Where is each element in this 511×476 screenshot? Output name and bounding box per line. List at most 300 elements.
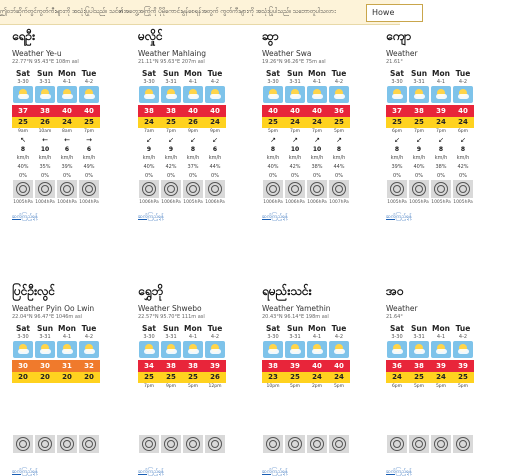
forecast-grid	[262, 324, 350, 463]
location-label: Weather Yamethin	[262, 304, 331, 313]
location-label: Weather Shwebo	[138, 304, 202, 313]
city-title[interactable]: ရမည်းသင်း	[262, 284, 312, 298]
pressure: 1004hPa	[35, 200, 55, 205]
max-temp: 37	[386, 105, 408, 117]
pressure-gauge-icon	[205, 180, 225, 198]
wind-unit	[262, 409, 284, 418]
day-date: 4-2	[210, 334, 220, 340]
wind-speed	[56, 400, 78, 409]
pressure-gauge-icon	[453, 435, 473, 453]
humidity	[56, 418, 78, 427]
pressure-gauge-icon	[57, 435, 77, 453]
min-temp: 20	[78, 372, 100, 383]
wind-speed: 10	[40, 146, 50, 153]
wind-unit: km/h	[434, 155, 448, 161]
sun-time	[12, 383, 34, 391]
day-name: Tue	[207, 69, 223, 78]
precipitation: 0%	[393, 173, 401, 179]
partly-cloudy-icon	[57, 341, 77, 358]
precipitation: 0%	[459, 173, 467, 179]
more-link[interactable]: ဆက်ကြည့်ရန်	[138, 214, 164, 220]
wind-direction-icon	[328, 391, 350, 400]
min-temp: 25	[138, 372, 160, 383]
day-date: 3-31	[413, 334, 425, 340]
sun-time: 7pm	[83, 129, 95, 134]
wind-speed: 9	[416, 146, 422, 153]
max-temp: 40	[284, 105, 306, 117]
forecast-grid	[386, 324, 474, 463]
max-temp: 39	[452, 360, 474, 372]
pressure-gauge-icon	[285, 180, 305, 198]
wind-unit	[34, 409, 56, 418]
day-date: 3-31	[413, 79, 425, 85]
pressure: 1006hPa	[285, 200, 305, 205]
city-title[interactable]: မလှိုင်	[138, 29, 163, 43]
day-date: 4-2	[84, 334, 94, 340]
wind-direction-icon: ↙	[212, 136, 218, 144]
max-temp: 40	[204, 105, 226, 117]
day-name: Tue	[207, 324, 223, 333]
forecast-card	[386, 283, 511, 476]
sun-time: 7pm	[143, 384, 155, 389]
min-temp: 24	[306, 117, 328, 128]
precipitation	[182, 427, 204, 435]
humidity: 40%	[413, 164, 425, 170]
max-temp: 36	[386, 360, 408, 372]
forecast-card	[12, 283, 137, 476]
humidity	[430, 418, 452, 427]
sun-time: 10pm	[266, 384, 280, 389]
pressure-gauge-icon	[13, 435, 33, 453]
max-temp: 40	[56, 105, 78, 117]
wind-unit: km/h	[310, 155, 324, 161]
wind-direction-icon	[386, 391, 408, 400]
location-label: Weather Swa	[262, 49, 312, 58]
max-temp: 39	[430, 360, 452, 372]
precipitation: 0%	[41, 173, 49, 179]
wind-direction-icon	[56, 391, 78, 400]
min-temp: 25	[12, 117, 34, 128]
precipitation	[56, 427, 78, 435]
partly-cloudy-icon	[285, 86, 305, 103]
wind-unit: km/h	[142, 155, 156, 161]
max-temp: 38	[160, 105, 182, 117]
wind-direction-icon: ↙	[394, 136, 400, 144]
wind-speed	[204, 400, 226, 409]
wind-unit: km/h	[390, 155, 404, 161]
sun-time: 10am	[38, 129, 52, 134]
day-name: Mon	[184, 324, 202, 333]
sun-time: 6pm	[391, 384, 403, 389]
sun-time: 2pm	[311, 384, 323, 389]
wind-direction-icon	[306, 391, 328, 400]
humidity: 42%	[289, 164, 301, 170]
day-name: Sun	[36, 324, 54, 333]
location-label: Weather	[386, 49, 418, 58]
pressure-gauge-icon	[329, 180, 349, 198]
pressure-gauge-icon	[205, 435, 225, 453]
humidity	[408, 418, 430, 427]
humidity: 40%	[17, 164, 29, 170]
sun-time: 8am	[61, 129, 72, 134]
max-temp: 30	[12, 360, 34, 372]
location-label: Weather Mahlaing	[138, 49, 207, 58]
min-temp: 24	[328, 372, 350, 383]
humidity	[182, 418, 204, 427]
precipitation	[204, 427, 226, 435]
wind-unit: km/h	[16, 155, 30, 161]
pressure-gauge-icon	[431, 180, 451, 198]
wind-unit: km/h	[186, 155, 200, 161]
wind-unit	[204, 409, 226, 418]
humidity: 37%	[187, 164, 199, 170]
wind-speed: 6	[86, 146, 92, 153]
sun-time	[34, 383, 56, 391]
day-name: Sat	[141, 324, 157, 333]
wind-unit	[12, 409, 34, 418]
precipitation: 0%	[167, 173, 175, 179]
sun-time: 9pm	[209, 129, 221, 134]
min-temp: 25	[408, 372, 430, 383]
precipitation: 0%	[335, 173, 343, 179]
max-temp: 30	[34, 360, 56, 372]
wind-unit: km/h	[82, 155, 96, 161]
city-title[interactable]: ပြင်ဦးလွင်	[12, 284, 56, 298]
pressure	[138, 453, 160, 463]
day-name: Tue	[81, 324, 97, 333]
coordinates-label: 22.77°N 95.43°E 108m asl	[12, 59, 79, 65]
wind-direction-icon: ↗	[314, 136, 320, 144]
precipitation	[430, 427, 452, 435]
max-temp: 40	[78, 105, 100, 117]
day-name: Sun	[410, 69, 428, 78]
min-temp: 25	[386, 117, 408, 128]
day-date: 4-1	[312, 334, 322, 340]
day-date: 4-1	[188, 79, 198, 85]
pressure-gauge-icon	[79, 180, 99, 198]
wind-speed: 9	[146, 146, 152, 153]
wind-direction-icon	[182, 391, 204, 400]
wind-speed	[306, 400, 328, 409]
wind-speed	[160, 400, 182, 409]
sun-time: 6pm	[457, 129, 469, 134]
max-temp: 36	[328, 105, 350, 117]
day-date: 4-2	[84, 79, 94, 85]
pressure	[160, 453, 182, 463]
wind-direction-icon: ↙	[416, 136, 422, 144]
precipitation	[386, 427, 408, 435]
sun-time: 5pm	[333, 129, 345, 134]
more-link[interactable]: ဆက်ကြည့်ရန်	[12, 469, 38, 475]
pressure: 1005hPa	[431, 200, 451, 205]
max-temp: 38	[34, 105, 56, 117]
partly-cloudy-icon	[263, 341, 283, 358]
partly-cloudy-icon	[205, 86, 225, 103]
sun-time: 5pm	[267, 129, 279, 134]
humidity: 40%	[143, 164, 155, 170]
wind-direction-icon: ←	[64, 136, 70, 144]
pressure-gauge-icon	[387, 435, 407, 453]
pressure	[452, 453, 474, 463]
wind-unit: km/h	[164, 155, 178, 161]
day-date: 4-1	[188, 334, 198, 340]
wind-direction-icon	[262, 391, 284, 400]
city-title[interactable]: အဝ	[386, 284, 404, 298]
precipitation: 0%	[189, 173, 197, 179]
partly-cloudy-icon	[205, 341, 225, 358]
pressure: 1004hPa	[79, 200, 99, 205]
partly-cloudy-icon	[263, 86, 283, 103]
day-date: 4-2	[458, 79, 468, 85]
humidity: 39%	[391, 164, 403, 170]
partly-cloudy-icon	[183, 86, 203, 103]
humidity	[34, 418, 56, 427]
wind-speed	[452, 400, 474, 409]
humidity: 42%	[457, 164, 469, 170]
wind-speed: 10	[290, 146, 300, 153]
wind-direction-icon: ↙	[168, 136, 174, 144]
cookie-banner-text: ဤဝဘ်ဆိုက်တွင်ကွတ်ကီးများကို အသုံးပြုပါသည်။ သင်၏အတွေ့အကြုံကို ပိုမိုကောင်းမွန်စေရန်အတွက် ကွတ်ကီးများကို အသုံးပြုပါသည်။ သဘောတူပါသလား	[0, 8, 336, 15]
day-name: Mon	[58, 69, 76, 78]
max-temp: 34	[138, 360, 160, 372]
max-temp: 38	[408, 105, 430, 117]
sun-time: 5pm	[413, 384, 425, 389]
wind-speed	[430, 400, 452, 409]
wind-direction-icon	[430, 391, 452, 400]
pressure-gauge-icon	[183, 180, 203, 198]
more-link[interactable]: ဆက်ကြည့်ရန်	[262, 214, 288, 220]
pressure	[430, 453, 452, 463]
day-name: Mon	[58, 324, 76, 333]
day-name: Tue	[81, 69, 97, 78]
wind-unit	[284, 409, 306, 418]
pressure	[284, 453, 306, 463]
city-title[interactable]: ကျော	[386, 29, 412, 43]
humidity: 44%	[333, 164, 345, 170]
wind-direction-icon: ↙	[190, 136, 196, 144]
pressure	[306, 453, 328, 463]
partly-cloudy-icon	[161, 341, 181, 358]
coordinates-label: 22.57°N 95.70°E 111m asl	[138, 314, 205, 320]
more-link[interactable]: ဆက်ကြည့်ရန်	[12, 214, 38, 220]
day-date: 4-1	[312, 79, 322, 85]
wind-unit	[386, 409, 408, 418]
day-date: 3-30	[391, 334, 403, 340]
partly-cloudy-icon	[409, 86, 429, 103]
wind-speed	[328, 400, 350, 409]
wind-unit	[430, 409, 452, 418]
more-link[interactable]: ဆက်ကြည့်ရန်	[386, 214, 412, 220]
pressure	[56, 453, 78, 463]
day-name: Sat	[389, 69, 405, 78]
city-title[interactable]: ဆွာ	[262, 29, 279, 43]
sun-time: 9pm	[187, 129, 199, 134]
day-date: 4-2	[458, 334, 468, 340]
more-link[interactable]: ဆက်ကြည့်ရန်	[262, 469, 288, 475]
partly-cloudy-icon	[453, 341, 473, 358]
partly-cloudy-icon	[35, 86, 55, 103]
coordinates-label: 21.64°	[386, 314, 403, 320]
wind-direction-icon	[204, 391, 226, 400]
day-name: Mon	[308, 324, 326, 333]
wind-speed	[34, 400, 56, 409]
day-name: Sat	[15, 324, 31, 333]
pressure-gauge-icon	[183, 435, 203, 453]
city-title[interactable]: ရွှေဘို	[138, 284, 164, 298]
precipitation	[452, 427, 474, 435]
partly-cloudy-icon	[57, 86, 77, 103]
max-temp: 40	[452, 105, 474, 117]
forecast-grid	[386, 69, 474, 208]
pressure-gauge-icon	[453, 180, 473, 198]
pressure-gauge-icon	[35, 435, 55, 453]
wind-speed: 8	[336, 146, 342, 153]
wind-unit	[78, 409, 100, 418]
wind-direction-icon	[34, 391, 56, 400]
sun-time: 7pm	[413, 129, 425, 134]
coordinates-label: 19.26°N 96.26°E 75m asl	[262, 59, 326, 65]
min-temp: 25	[328, 117, 350, 128]
max-temp: 32	[78, 360, 100, 372]
max-temp: 37	[12, 105, 34, 117]
city-title[interactable]: ရေဦး	[12, 29, 36, 43]
wind-unit: km/h	[332, 155, 346, 161]
precipitation	[78, 427, 100, 435]
location-label: Weather Ye-u	[12, 49, 62, 58]
forecast-grid	[12, 69, 100, 208]
day-name: Sun	[286, 69, 304, 78]
location-label: Weather Pyin Oo Lwin	[12, 304, 95, 313]
sun-time	[56, 383, 78, 391]
pressure-gauge-icon	[409, 180, 429, 198]
wind-speed: 9	[168, 146, 174, 153]
pressure-gauge-icon	[161, 180, 181, 198]
pressure-gauge-icon	[285, 435, 305, 453]
pressure	[78, 453, 100, 463]
min-temp: 26	[204, 372, 226, 383]
humidity	[160, 418, 182, 427]
more-link[interactable]: ဆက်ကြည့်ရန်	[138, 469, 164, 475]
day-date: 3-30	[267, 334, 279, 340]
wind-speed	[284, 400, 306, 409]
pressure-gauge-icon	[307, 180, 327, 198]
day-date: 3-31	[289, 334, 301, 340]
max-temp: 40	[306, 105, 328, 117]
max-temp: 40	[306, 360, 328, 372]
wind-speed	[262, 400, 284, 409]
pressure	[34, 453, 56, 463]
wind-unit	[182, 409, 204, 418]
pressure-gauge-icon	[139, 435, 159, 453]
location-label: Weather	[386, 304, 418, 313]
partly-cloudy-icon	[329, 86, 349, 103]
day-date: 4-2	[334, 79, 344, 85]
day-name: Sun	[410, 324, 428, 333]
day-date: 3-31	[165, 79, 177, 85]
day-date: 3-31	[165, 334, 177, 340]
forecast-card	[138, 283, 263, 476]
wind-speed	[408, 400, 430, 409]
pressure: 1006hPa	[205, 200, 225, 205]
humidity	[262, 418, 284, 427]
pressure-gauge-icon	[263, 180, 283, 198]
precipitation: 0%	[145, 173, 153, 179]
min-temp: 25	[284, 372, 306, 383]
min-temp: 24	[284, 117, 306, 128]
pressure-gauge-icon	[329, 435, 349, 453]
day-date: 4-2	[210, 79, 220, 85]
pressure	[204, 453, 226, 463]
sun-time: 7pm	[289, 129, 301, 134]
partly-cloudy-icon	[79, 86, 99, 103]
precipitation	[160, 427, 182, 435]
wind-speed: 8	[270, 146, 276, 153]
wind-unit	[160, 409, 182, 418]
wind-unit	[408, 409, 430, 418]
pressure	[262, 453, 284, 463]
precipitation: 0%	[313, 173, 321, 179]
pressure: 1006hPa	[161, 200, 181, 205]
wind-direction-icon	[138, 391, 160, 400]
day-date: 4-1	[62, 334, 72, 340]
forecast-card	[12, 28, 137, 221]
precipitation	[138, 427, 160, 435]
precipitation: 0%	[85, 173, 93, 179]
pressure-gauge-icon	[13, 180, 33, 198]
partly-cloudy-icon	[161, 86, 181, 103]
pressure: 1005hPa	[453, 200, 473, 205]
day-name: Sat	[265, 69, 281, 78]
partly-cloudy-icon	[307, 86, 327, 103]
day-name: Mon	[432, 69, 450, 78]
cookie-accept-button[interactable]: Howe	[366, 4, 423, 22]
precipitation	[284, 427, 306, 435]
humidity: 40%	[267, 164, 279, 170]
max-temp: 39	[204, 360, 226, 372]
wind-unit: km/h	[288, 155, 302, 161]
humidity	[452, 418, 474, 427]
humidity: 49%	[83, 164, 95, 170]
max-temp: 39	[430, 105, 452, 117]
wind-unit: km/h	[266, 155, 280, 161]
precipitation	[306, 427, 328, 435]
wind-speed	[78, 400, 100, 409]
pressure-gauge-icon	[161, 435, 181, 453]
sun-time: 12pm	[208, 384, 222, 389]
forecast-card	[138, 28, 263, 221]
min-temp: 25	[78, 117, 100, 128]
more-link[interactable]: ဆက်ကြည့်ရန်	[386, 469, 412, 475]
sun-time: 6pm	[391, 129, 403, 134]
pressure	[12, 453, 34, 463]
pressure	[328, 453, 350, 463]
precipitation	[12, 427, 34, 435]
pressure: 1005hPa	[13, 200, 33, 205]
wind-unit: km/h	[60, 155, 74, 161]
precipitation: 0%	[19, 173, 27, 179]
forecast-card	[262, 28, 387, 221]
pressure-gauge-icon	[79, 435, 99, 453]
partly-cloudy-icon	[431, 86, 451, 103]
day-date: 3-30	[17, 334, 29, 340]
partly-cloudy-icon	[139, 341, 159, 358]
day-name: Mon	[432, 324, 450, 333]
day-name: Sat	[15, 69, 31, 78]
max-temp: 40	[182, 105, 204, 117]
partly-cloudy-icon	[13, 86, 33, 103]
partly-cloudy-icon	[329, 341, 349, 358]
pressure-gauge-icon	[57, 180, 77, 198]
